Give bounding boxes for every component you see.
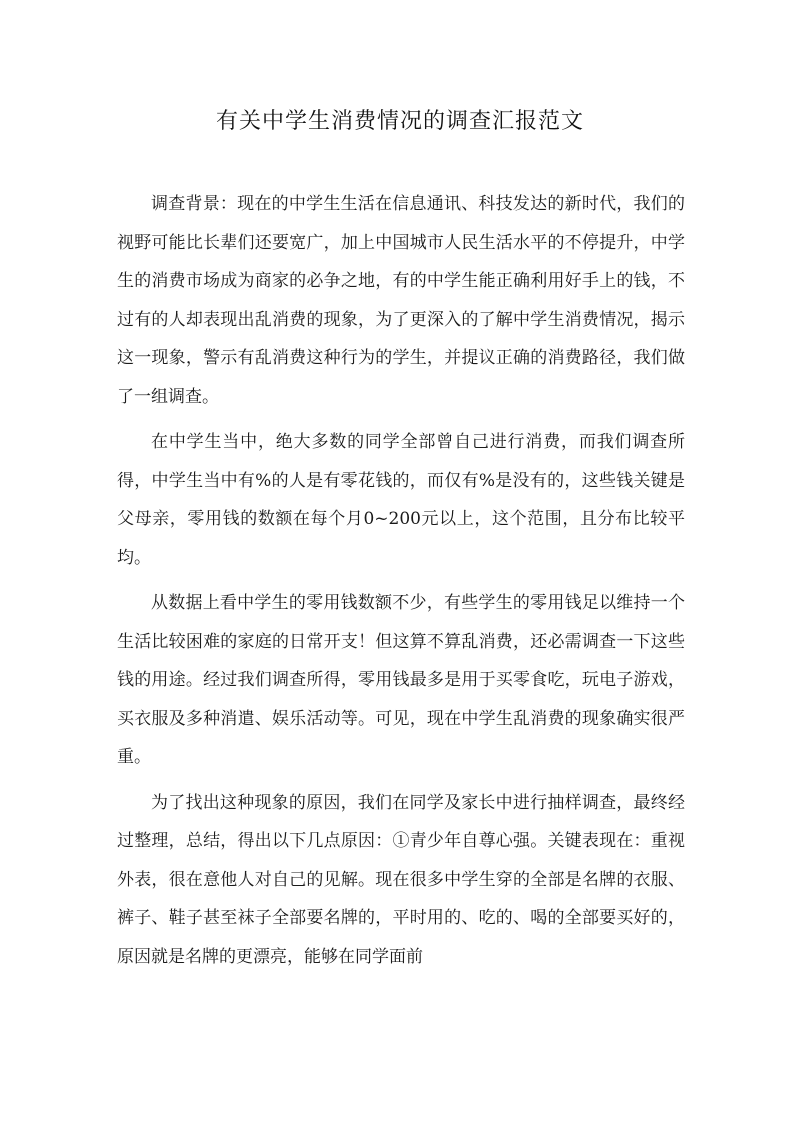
paragraph-reasons: 为了找出这种现象的原因，我们在同学及家长中进行抽样调查，最终经过整理，总结，得出以下几点原因：①青少年自尊心强。关键表现在：重视外表，很在意他人对自己的见解。现在很多中学生穿的全部是名牌的衣服、裤子、鞋子甚至袜子全部要名牌的，平时用的、吃的、喝的全部要买好的，原因就是名牌的更漂亮，能够在同学面前: [117, 792, 685, 967]
document-title: 有关中学生消费情况的调查汇报范文: [215, 109, 584, 134]
document-body: [117, 185, 685, 983]
paragraph-spending-usage: 从数据上看中学生的零用钱数额不少，有些学生的零用钱足以维持一个生活比较困难的家庭的日常开支！但这算不算乱消费，还必需调查一下这些钱的用途。经过我们调查所得，零用钱最多是用于买零食吃，玩电子游戏，买衣服及多种消遣、娱乐活动等。可见，现在中学生乱消费的现象确实很严重。: [117, 593, 685, 767]
paragraph-pocket-money: 在中学生当中，绝大多数的同学全部曾自己进行消费，而我们调查所得，中学生当中有%的人是有零花钱的，而仅有%是没有的，这些钱关键是父母亲，零用钱的数额在每个月0~200元以上，这个范围，且分布比较平均。: [117, 432, 685, 568]
paragraph-background: 调查背景：现在的中学生生活在信息通讯、科技发达的新时代，我们的视野可能比长辈们还要宽广，加上中国城市人民生活水平的不停提升，中学生的消费市场成为商家的必争之地，有的中学生能正确利用好手上的钱，不过有的人却表现出乱消费的现象，为了更深入的了解中学生消费情况，揭示这一现象，警示有乱消费这种行为的学生，并提议正确的消费路径，我们做了一组调查。: [117, 194, 685, 407]
